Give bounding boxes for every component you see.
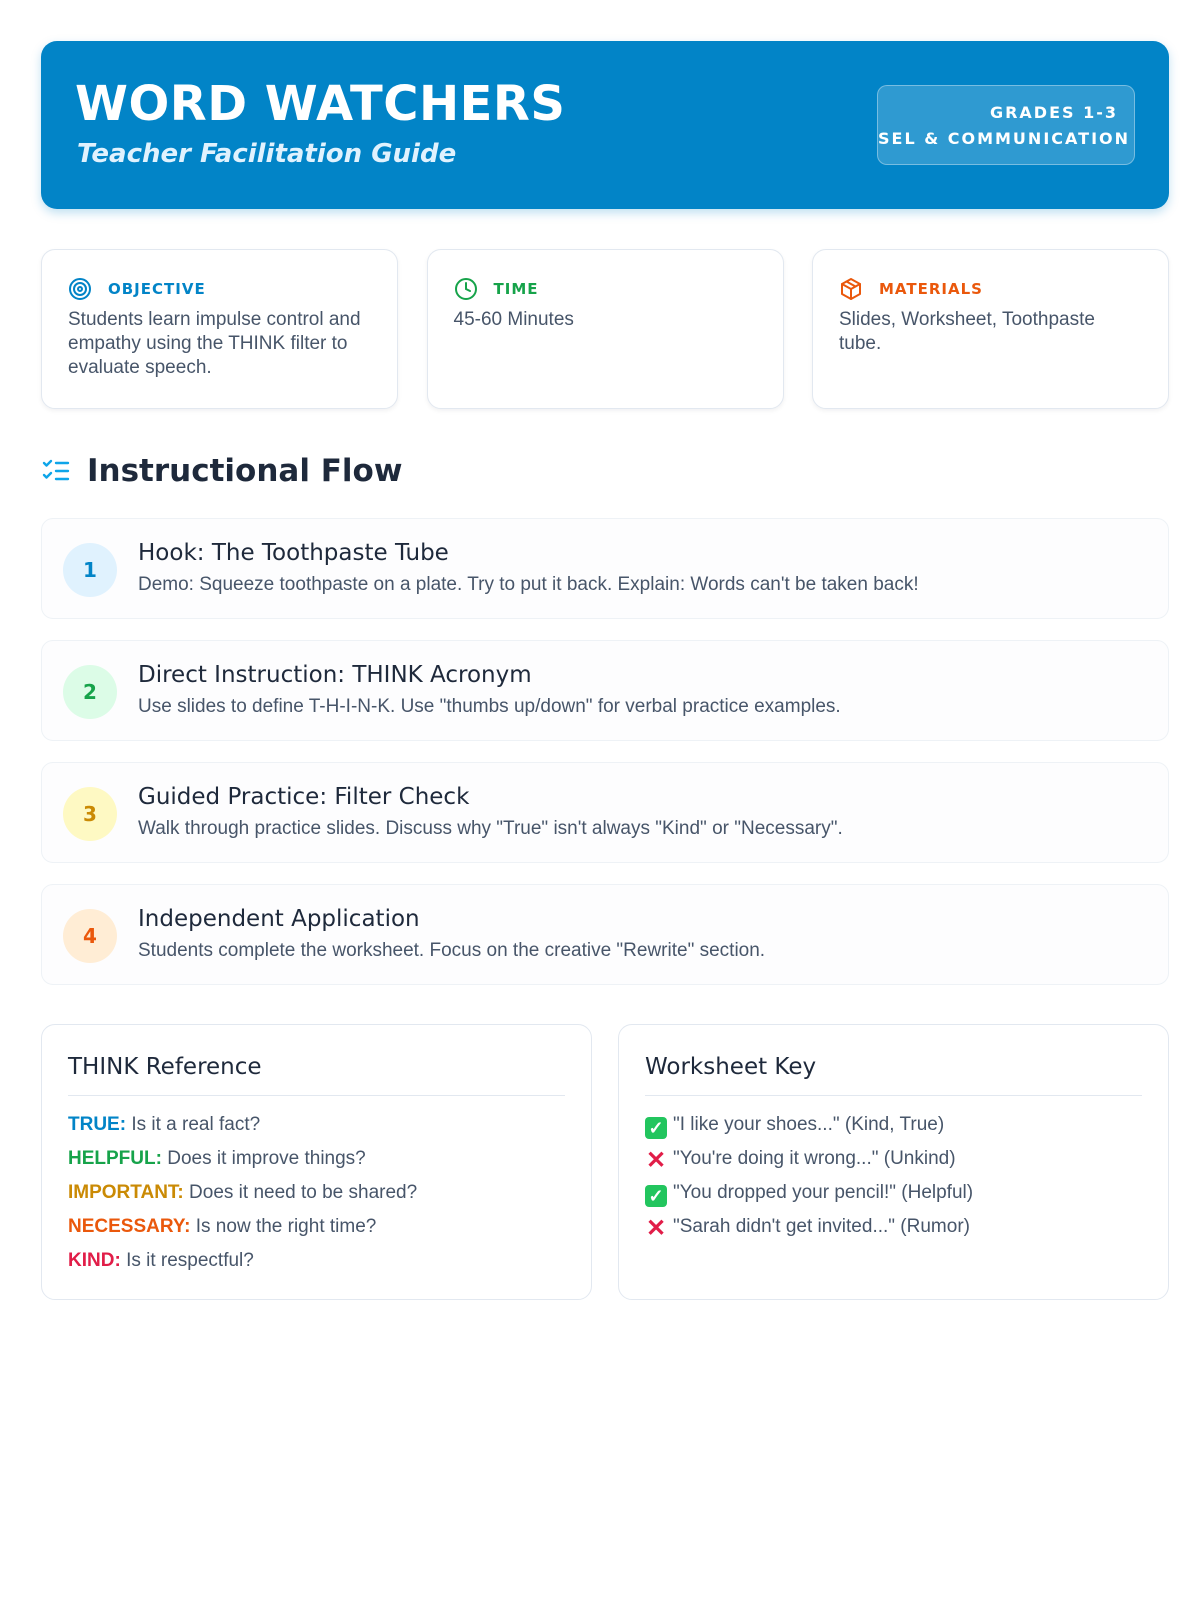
time-label: TIME (493, 280, 539, 298)
step-number: 2 (63, 665, 117, 719)
step-description: Students complete the worksheet. Focus on the creative "Rewrite" section. (138, 940, 766, 961)
step-description: Use slides to define T-H-I-N-K. Use "thumbs up/down" for verbal practice examples. (138, 696, 841, 717)
guide-header (41, 41, 1169, 209)
think-item (68, 1108, 565, 1142)
grade-badge (877, 85, 1135, 165)
info-cards (41, 249, 1169, 409)
think-term: TRUE: (68, 1114, 127, 1135)
think-item (68, 1176, 565, 1210)
think-term: IMPORTANT: (68, 1182, 184, 1203)
time-card (427, 249, 784, 409)
key-text: "You're doing it wrong..." (Unkind) (673, 1148, 956, 1169)
materials-heading (839, 276, 1142, 302)
key-item (645, 1108, 1142, 1142)
think-question: Is it a real fact? (131, 1114, 261, 1135)
objective-text: Students learn impulse control and empathy using the THINK filter to evaluate speech. (68, 309, 361, 378)
target-icon (68, 277, 92, 301)
flow-step (41, 518, 1169, 619)
key-item (645, 1176, 1142, 1210)
flow-step (41, 884, 1169, 985)
flow-step (41, 640, 1169, 741)
instructional-flow-title: Instructional Flow (87, 453, 403, 489)
think-item (68, 1142, 565, 1176)
step-title: Independent Application (138, 906, 420, 932)
clock-icon (454, 277, 478, 301)
think-term: NECESSARY: (68, 1216, 191, 1237)
step-number: 4 (63, 909, 117, 963)
key-item (645, 1142, 1142, 1176)
grade-badge-subject: SEL & COMMUNICATION (878, 129, 1131, 148)
package-icon (839, 277, 863, 301)
materials-text: Slides, Worksheet, Toothpaste tube. (839, 309, 1095, 354)
guide-title: WORD WATCHERS (75, 76, 566, 132)
think-term: KIND: (68, 1250, 121, 1271)
worksheet-key-panel (618, 1024, 1169, 1300)
step-title: Guided Practice: Filter Check (138, 784, 470, 810)
flow-steps (41, 518, 1169, 1006)
think-term: HELPFUL: (68, 1148, 162, 1169)
think-question: Does it need to be shared? (189, 1182, 418, 1203)
key-text: "Sarah didn't get invited..." (Rumor) (673, 1216, 970, 1237)
cross-icon: ✕ (645, 1147, 667, 1174)
cross-icon: ✕ (645, 1215, 667, 1242)
think-item (68, 1210, 565, 1244)
step-title: Direct Instruction: THINK Acronym (138, 662, 532, 688)
instructional-flow-heading (41, 451, 403, 491)
materials-card (812, 249, 1169, 409)
time-text: 45-60 Minutes (453, 309, 574, 330)
grade-badge-grades: GRADES 1-3 (989, 103, 1118, 122)
think-reference-panel (41, 1024, 592, 1300)
materials-label: MATERIALS (879, 280, 983, 298)
key-text: "I like your shoes..." (Kind, True) (673, 1114, 945, 1135)
step-description: Demo: Squeeze toothpaste on a plate. Try to put it back. Explain: Words can't be taken back! (138, 574, 919, 595)
guide-subtitle: Teacher Facilitation Guide (77, 139, 457, 169)
check-icon: ✓ (645, 1185, 667, 1207)
worksheet-key-title: Worksheet Key (645, 1051, 1142, 1096)
step-number: 1 (63, 543, 117, 597)
think-question: Is now the right time? (195, 1216, 377, 1237)
teacher-guide-page (41, 41, 1169, 1271)
think-item (68, 1244, 565, 1278)
time-heading (454, 276, 757, 302)
reference-panels (41, 1024, 1169, 1300)
step-description: Walk through practice slides. Discuss why "True" isn't always "Kind" or "Necessary". (138, 818, 843, 839)
checklist-icon (41, 456, 71, 486)
step-number: 3 (63, 787, 117, 841)
objective-card (41, 249, 398, 409)
check-icon: ✓ (645, 1117, 667, 1139)
think-reference-title: THINK Reference (68, 1051, 565, 1096)
step-title: Hook: The Toothpaste Tube (138, 540, 449, 566)
flow-step (41, 762, 1169, 863)
think-question: Does it improve things? (167, 1148, 366, 1169)
key-text: "You dropped your pencil!" (Helpful) (673, 1182, 974, 1203)
objective-heading (68, 276, 371, 302)
objective-label: OBJECTIVE (108, 280, 206, 298)
key-item (645, 1210, 1142, 1244)
think-question: Is it respectful? (126, 1250, 254, 1271)
